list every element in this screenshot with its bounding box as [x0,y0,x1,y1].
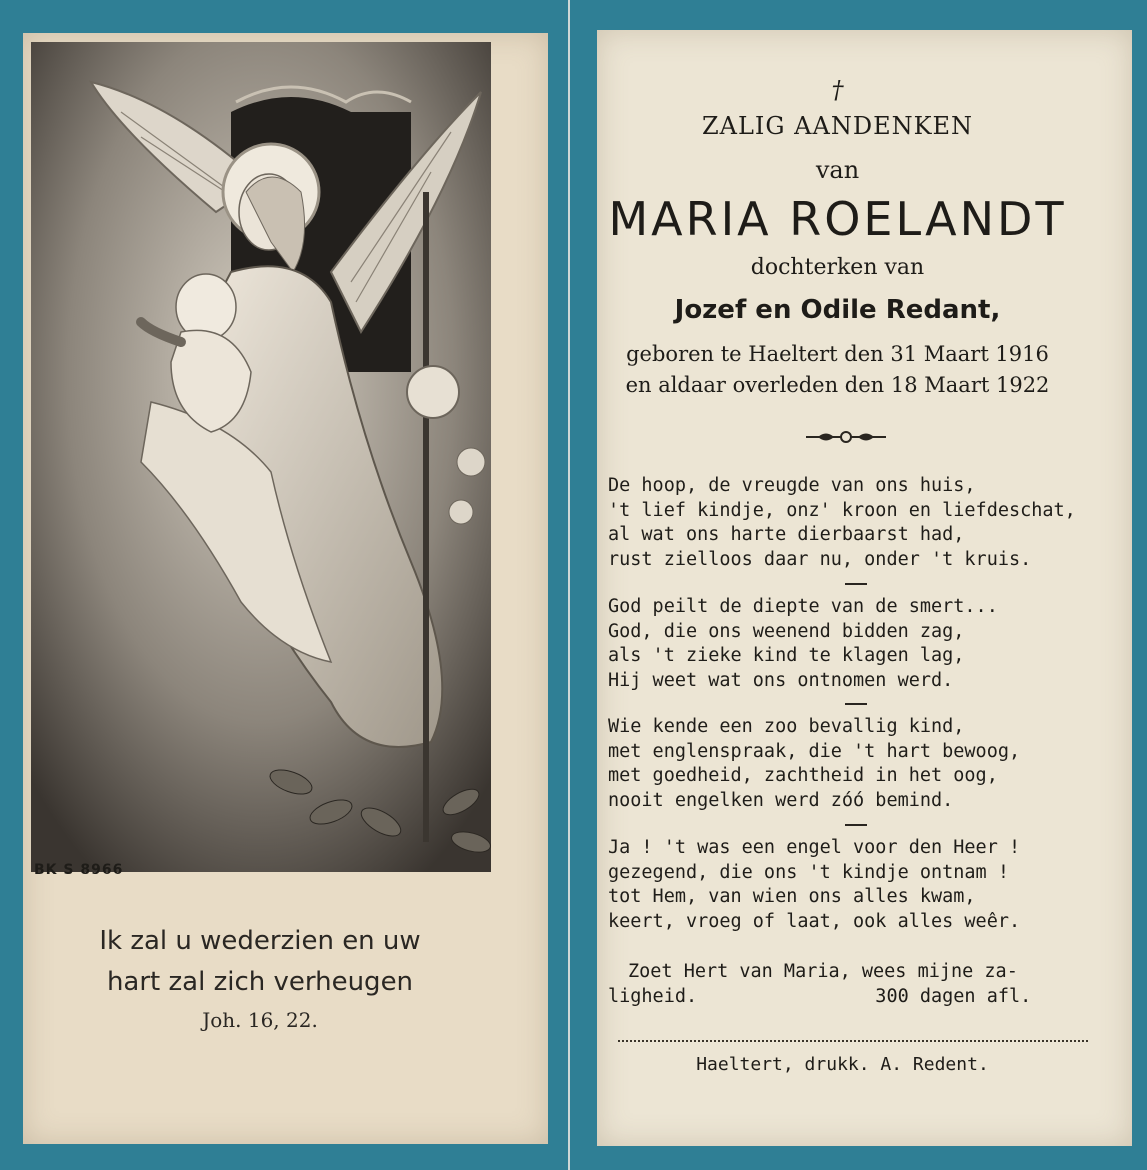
prayer-line-1: Zoet Hert van Maria, wees mijne za- [628,961,1018,982]
verse-line: gezegend, die ons 't kindje ontnam ! [608,861,1009,883]
verse-line: keert, vroeg of laat, ook alles weêr. [608,910,1021,932]
verse-3 [608,715,1020,813]
verse-line: God, die ons weenend bidden zag, [608,620,965,642]
printer-credit: Haeltert, drukk. A. Redent. [696,1054,989,1075]
quote-reference: Joh. 16, 22. [202,1008,318,1032]
parents-names: Jozef en Odile Redant, [674,295,1001,325]
verse-4 [608,836,1020,934]
verse-line: 't lief kindje, onz' kroon en liefdeschat, [608,499,1076,521]
verse-separator [845,583,867,585]
ornament-divider [806,428,886,446]
verse-line: als 't zieke kind te klagen lag, [608,645,965,666]
quote-line-2: hart zal zich verheugen [106,967,414,997]
left-card [0,0,568,1170]
indulgence-prayer [608,959,1108,1009]
verse-line: met englenspraak, die 't hart bewoog, [608,740,1021,762]
verse-line: God peilt de diepte van de smert... [608,596,998,617]
verse-line: Wie kende een zoo bevallig kind, [608,716,965,737]
verse-line: rust zielloos daar nu, onder 't kruis. [608,548,1032,570]
verse-separator [845,703,867,705]
angel-with-child-illustration [31,42,491,872]
died-line: en aldaar overleden den 18 Maart 1922 [625,373,1050,397]
verse-2 [608,595,998,693]
deceased-name: MARIA ROELANDT [608,192,1067,246]
prayer-line-2: ligheid. 300 dagen afl. [608,986,1032,1007]
right-card [570,0,1147,1170]
relation-text: dochterken van [750,255,925,280]
cross-symbol: † [831,76,844,104]
heading: ZALIG AANDENKEN [701,112,974,140]
verse-line: nooit engelken werd zóó bemind. [608,789,954,811]
verse-1 [608,474,1076,572]
publisher-code: BK S 8966 [34,862,124,878]
born-line: geboren te Haeltert den 31 Maart 1916 [626,342,1049,366]
quote-line-1: Ik zal u wederzien en uw [99,926,421,956]
verse-line: Hij weet wat ons ontnomen werd. [608,669,954,691]
van-text: van [815,156,860,184]
verse-line: De hoop, de vreugde van ons huis, [608,475,976,496]
verse-line: Ja ! 't was een engel voor den Heer ! [608,837,1021,858]
verse-line: tot Hem, van wien ons alles kwam, [608,886,976,907]
verse-line: met goedheid, zachtheid in het oog, [608,765,998,786]
verse-separator [845,824,867,826]
verse-line: al wat ons harte dierbaarst had, [608,524,965,545]
dotted-divider [618,1040,1088,1042]
